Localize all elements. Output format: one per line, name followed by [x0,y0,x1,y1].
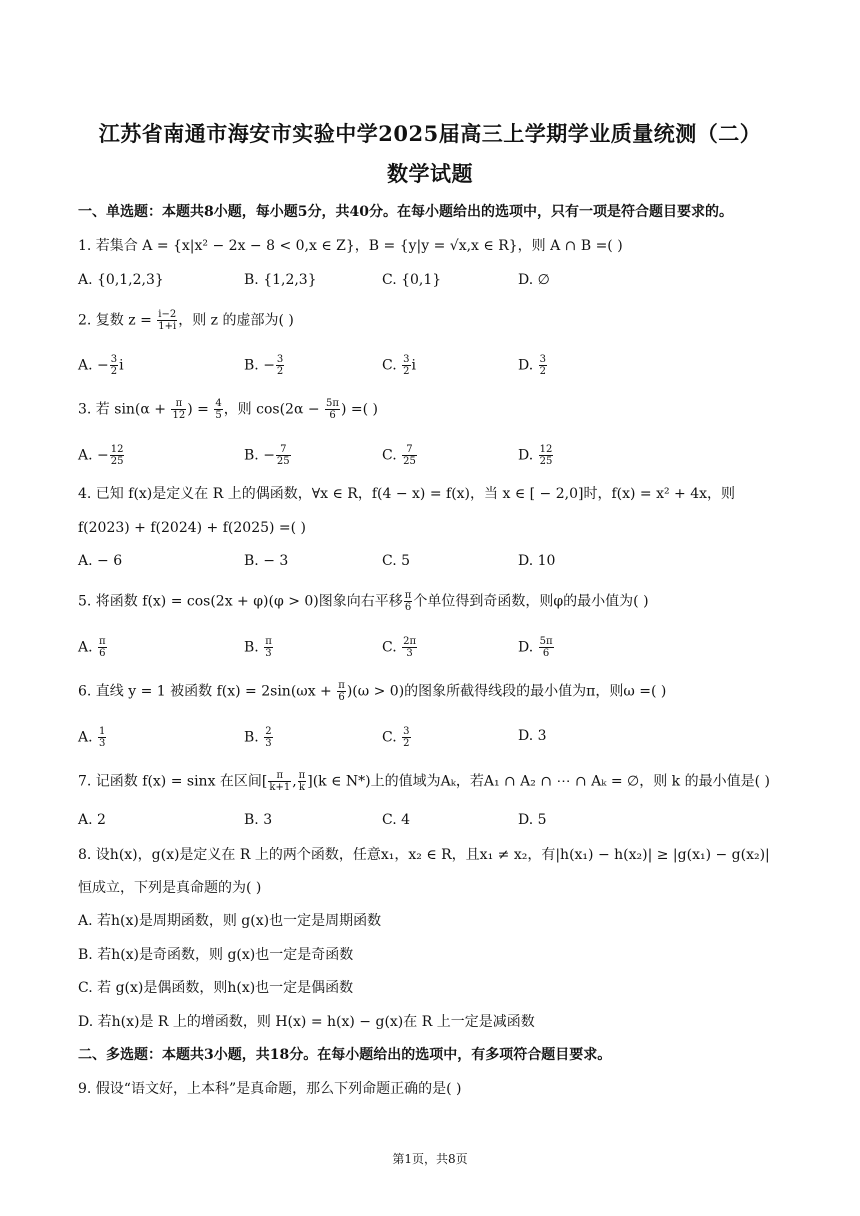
section-multiple-choice: 二、多选题：本题共3小题，共18分。在每小题给出的选项中，有多项符合题目要求。 [78,1047,612,1063]
q1-option-a: A. {0,1,2,3} [78,272,164,288]
exam-title: 江苏省南通市海安市实验中学2025届高三上学期学业质量统测（二） [98,121,762,146]
exam-subtitle: 数学试题 [387,161,473,186]
q6-option-a: A. $\frac{1}{3}$ [78,726,106,749]
q4-option-b: B. − 3 [244,553,289,569]
question-8-continued: 恒成立，下列是真命题的为( ) [78,880,262,896]
q7-option-b: B. 3 [244,812,273,828]
q4-option-d: D. 10 [518,553,556,569]
q4-option-c: C. 5 [382,553,411,569]
q4-option-a: A. − 6 [78,553,123,569]
q5-option-c: C. $\frac{2\pi}{3}$ [382,636,417,659]
question-1: 1. 若集合 A = {x|x² − 2x − 8 < 0,x ∈ Z}，B = {y|y = √x,x ∈ R}，则 A ∩ B =( ) [78,238,623,254]
q2-option-c: C. $\frac{3}{2}$ i [382,354,416,377]
question-9: 9. 假设“语文好，上本科”是真命题，那么下列命题正确的是( ) [78,1081,462,1097]
question-5: 5. 将函数 f(x) = cos(2x + φ)(φ > 0)图象向右平移 $\frac{\pi}{6}$ 个单位得到奇函数，则φ的最小值为( ) [78,590,649,613]
q2-option-a: A. − $\frac{3}{2}$ i [78,354,124,377]
q2-option-d: D. $\frac{3}{2}$ [518,354,547,377]
q6-option-b: B. $\frac{2}{3}$ [244,726,272,749]
question-2: 2. 复数 z = $\frac{i-2}{1+i}$ ，则 z 的虚部为( ) [78,309,294,332]
q1-option-c: C. {0,1} [382,272,442,288]
q5-option-d: D. $\frac{5\pi}{6}$ [518,636,553,659]
question-3: 3. 若 sin(α + $\frac{\pi}{12}$ ) = $\frac{4}{5}$ ，则 cos(2α − $\frac{5\pi}{6}$ ) =( ) [78,398,379,421]
q1-option-d: D. ∅ [518,272,550,288]
question-6: 6. 直线 y = 1 被函数 f(x) = 2sin(ωx + $\frac{\pi}{6}$ )(ω > 0)的图象所截得线段的最小值为π，则ω =( ) [78,680,667,703]
q7-option-c: C. 4 [382,812,411,828]
question-8: 8. 设h(x)，g(x)是定义在 R 上的两个函数，任意x₁，x₂ ∈ R，且x₁ ≠ x₂，有|h(x₁) − h(x₂)| ≥ |g(x₁) − g(x₂)| [78,847,770,863]
q3-option-d: D. $\frac{12}{25}$ [518,444,553,467]
question-4-continued: f(2023) + f(2024) + f(2025) =( ) [78,520,307,536]
q8-option-d: D. 若h(x)是 R 上的增函数，则 H(x) = h(x) − g(x)在 R 上一定是减函数 [78,1014,535,1030]
q8-option-a: A. 若h(x)是周期函数，则 g(x)也一定是周期函数 [78,913,382,929]
q7-option-a: A. 2 [78,812,106,828]
q3-option-a: A. − $\frac{12}{25}$ [78,444,124,467]
q3-option-c: C. $\frac{7}{25}$ [382,444,416,467]
q8-option-b: B. 若h(x)是奇函数，则 g(x)也一定是奇函数 [78,947,354,963]
q1-option-b: B. {1,2,3} [244,272,317,288]
q6-option-c: C. $\frac{3}{2}$ [382,726,410,749]
q6-option-d: D. 3 [518,728,547,744]
page-footer: 第1页，共8页 [392,1152,468,1166]
q3-option-b: B. − $\frac{7}{25}$ [244,444,290,467]
q5-option-b: B. $\frac{\pi}{3}$ [244,636,272,659]
question-7: 7. 记函数 f(x) = sinx 在区间[ $\frac{\pi}{k+1}$ , $\frac{\pi}{k}$ ](k ∈ N*)上的值域为Aₖ，若A₁ ∩ A₂ ∩ ⋯ ∩ Aₖ = ∅，则 k 的最小值是( ) [78,770,770,793]
section-single-choice: 一、单选题：本题共8小题，每小题5分，共40分。在每小题给出的选项中，只有一项是符合题目要求的。 [78,204,733,220]
q5-option-a: A. $\frac{\pi}{6}$ [78,636,106,659]
question-4: 4. 已知 f(x)是定义在 R 上的偶函数，∀x ∈ R，f(4 − x) = f(x)，当 x ∈ [ − 2,0]时，f(x) = x² + 4x，则 [78,486,736,502]
q2-option-b: B. − $\frac{3}{2}$ [244,354,284,377]
q8-option-c: C. 若 g(x)是偶函数，则h(x)也一定是偶函数 [78,980,354,996]
q7-option-d: D. 5 [518,812,547,828]
